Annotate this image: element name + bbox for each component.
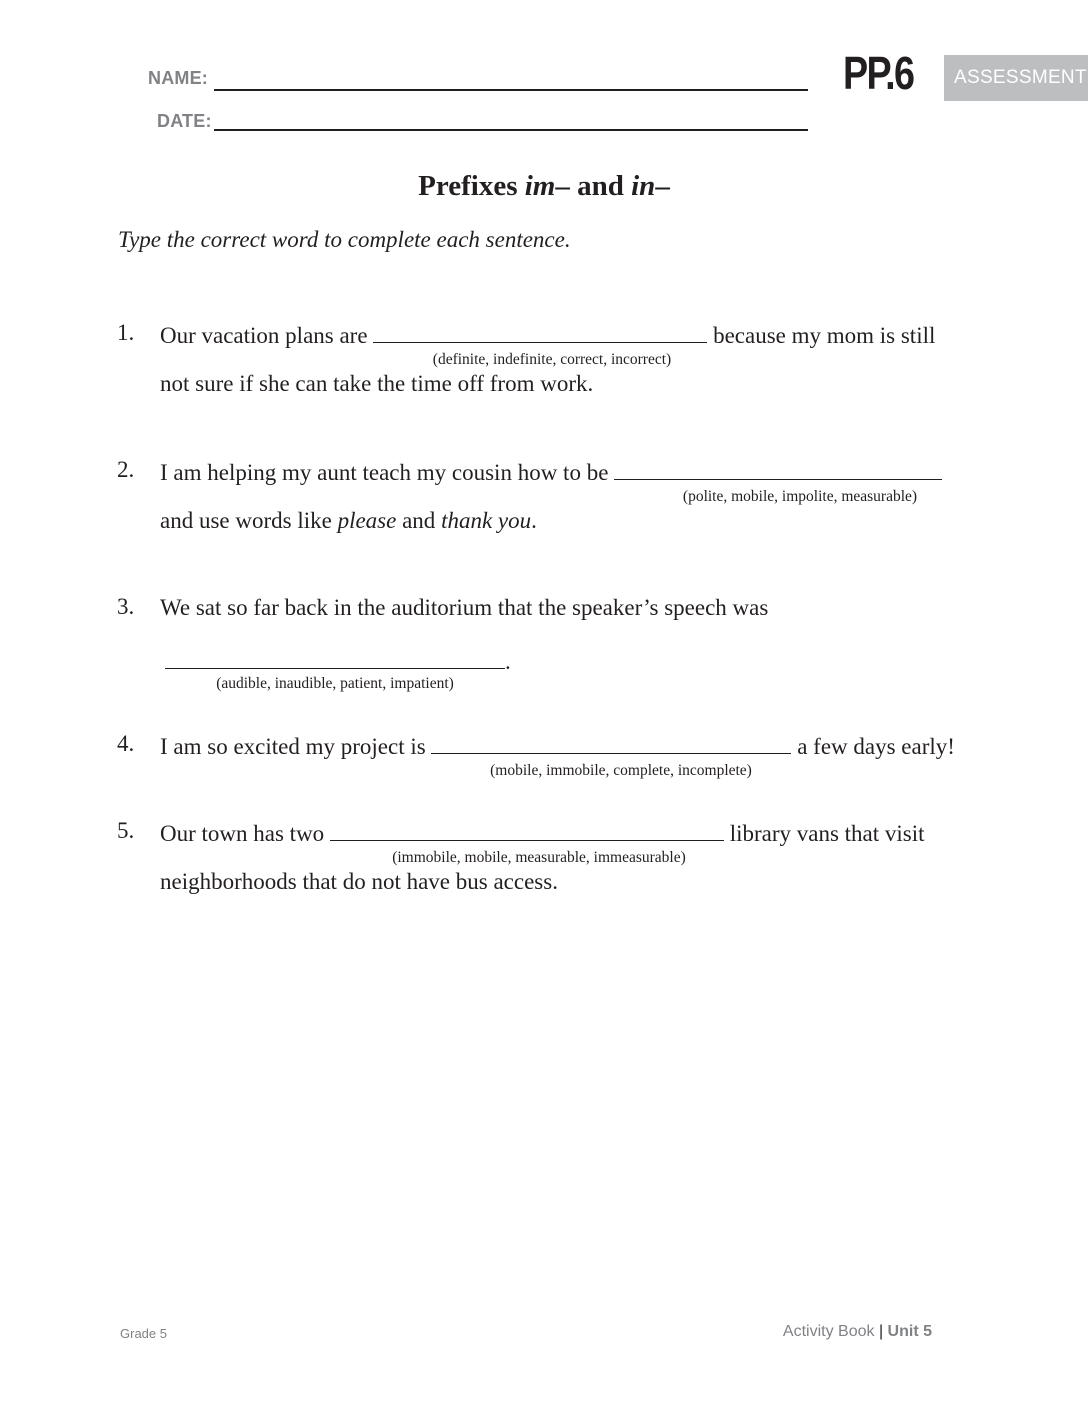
- question-2-choices: (polite, mobile, impolite, measurable): [682, 488, 918, 505]
- question-2-line-2: and use words like please and thank you.: [160, 508, 537, 533]
- date-line[interactable]: [214, 129, 808, 131]
- question-5-blank[interactable]: [330, 818, 724, 841]
- question-5-line-1: Our town has two library vans that visit: [160, 818, 925, 848]
- question-2-blank[interactable]: [614, 457, 942, 480]
- question-2-line-1: I am helping my aunt teach my cousin how to be: [160, 457, 942, 487]
- question-1-choices: (definite, indefinite, correct, incorrect): [432, 351, 672, 368]
- worksheet-code: PP.6: [843, 47, 914, 99]
- question-2-number: 2.: [117, 457, 135, 482]
- question-4-blank[interactable]: [431, 731, 791, 754]
- question-1-blank[interactable]: [373, 320, 707, 343]
- name-line[interactable]: [214, 89, 808, 91]
- question-5-choices: (immobile, mobile, measurable, immeasurable): [392, 849, 686, 866]
- question-3-line-2: .: [165, 646, 511, 676]
- question-5-line-2: neighborhoods that do not have bus access.: [160, 869, 558, 894]
- instructions: Type the correct word to complete each sentence.: [118, 227, 571, 252]
- question-3-number: 3.: [117, 594, 135, 619]
- question-4-line-1: I am so excited my project is a few days early!: [160, 731, 955, 761]
- assessment-tab: ASSESSMENT: [944, 55, 1088, 101]
- question-3-blank[interactable]: [165, 646, 505, 669]
- footer-grade: Grade 5: [120, 1326, 167, 1341]
- question-1-line-2: not sure if she can take the time off from work.: [160, 371, 594, 396]
- question-3-choices: (audible, inaudible, patient, impatient): [216, 675, 454, 692]
- footer-book-unit: Activity Book | Unit 5: [782, 1323, 932, 1340]
- question-3-line-1: We sat so far back in the auditorium that the speaker’s speech was: [160, 595, 769, 620]
- question-1-line-1: Our vacation plans are because my mom is still: [160, 320, 935, 350]
- page-title: Prefixes im– and in–: [418, 170, 670, 202]
- name-label: NAME:: [148, 68, 208, 88]
- question-4-choices: (mobile, immobile, complete, incomplete): [490, 762, 752, 779]
- question-4-number: 4.: [117, 731, 135, 756]
- question-1-number: 1.: [117, 320, 135, 345]
- date-label: DATE:: [157, 111, 212, 131]
- question-5-number: 5.: [117, 818, 135, 843]
